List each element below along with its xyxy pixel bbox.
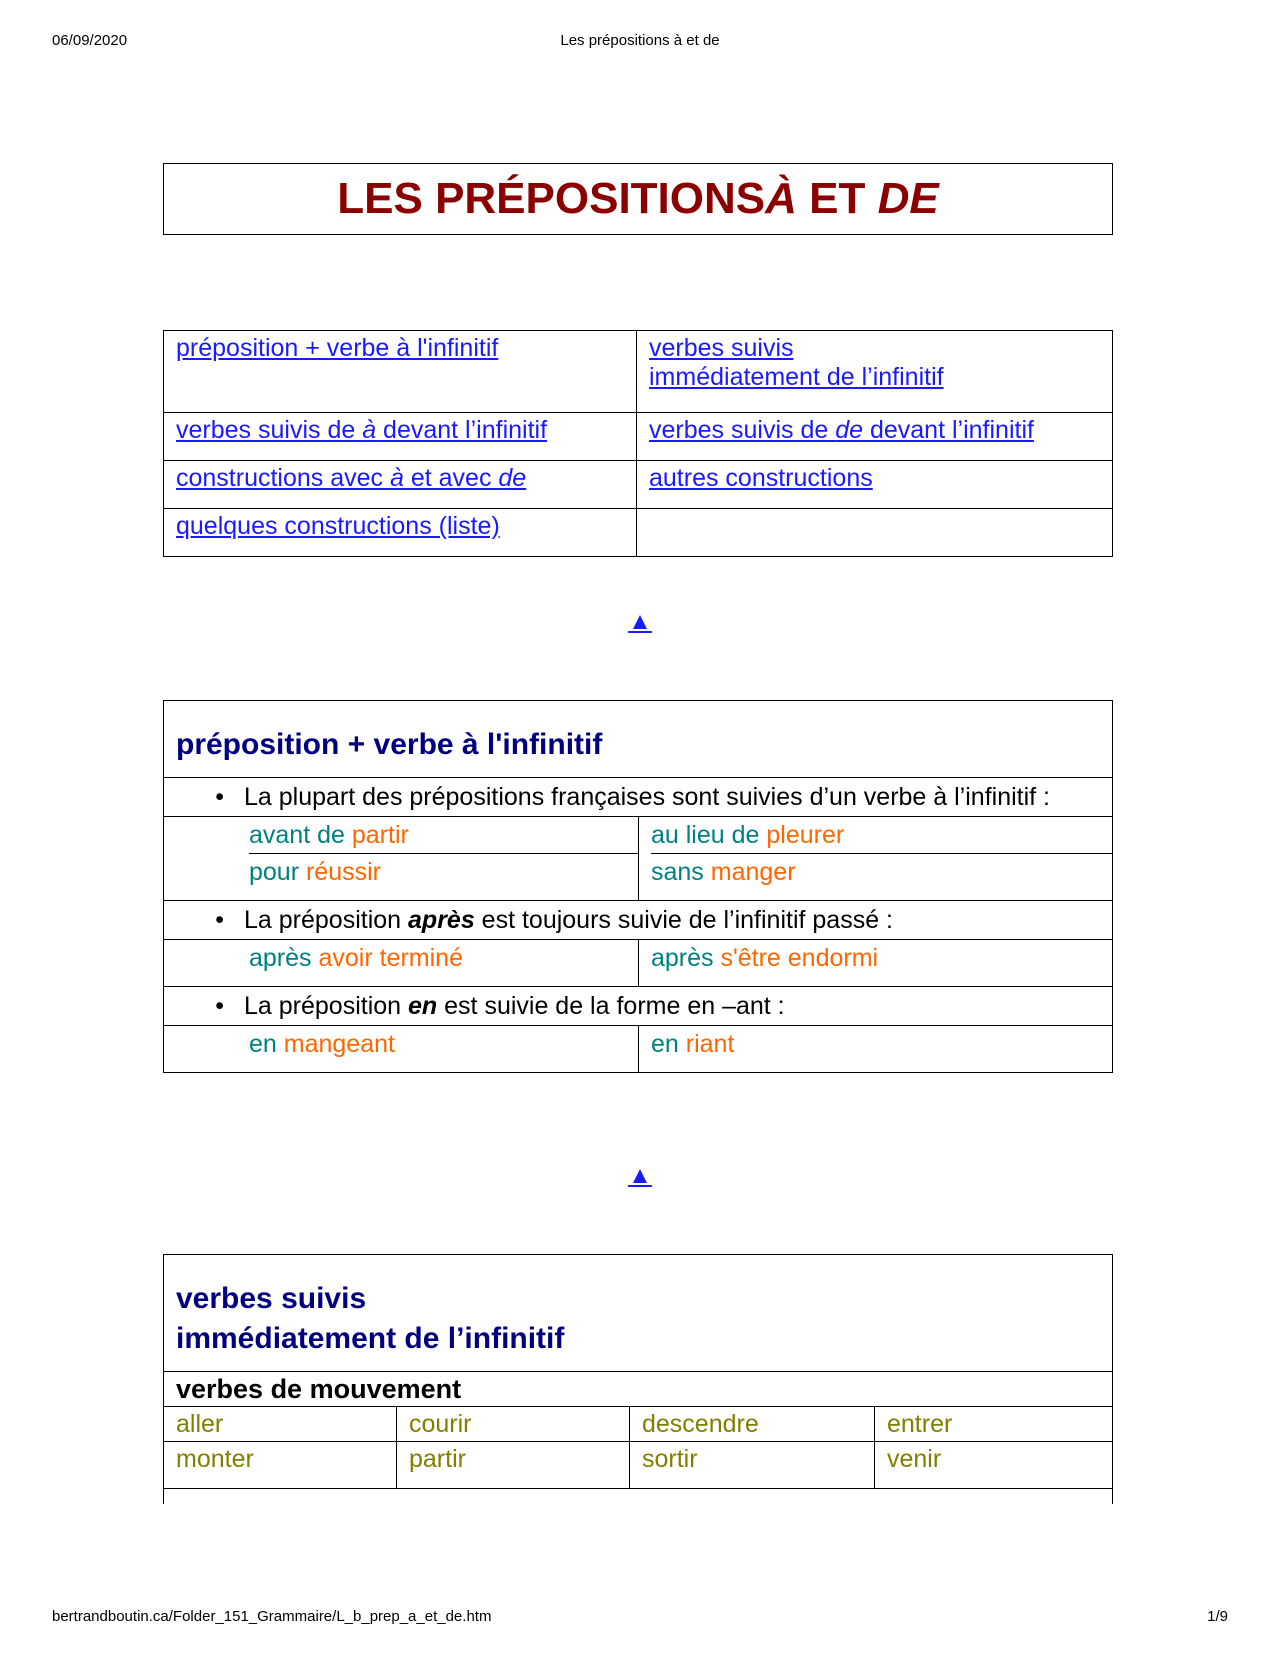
verb-cell: entrer [875,1407,1112,1442]
verb-cell: monter [164,1442,397,1489]
example-table: en mangeant en riant [164,1026,1112,1072]
back-to-top-arrow[interactable]: ▲ [628,1162,652,1189]
toc-link-quelques-constructions[interactable]: quelques constructions (liste) [176,512,500,540]
bullet-item: • La préposition en est suivie de la forme en –ant : [164,987,1112,1026]
print-page-number: 1/9 [1207,1608,1228,1625]
verb-grid [164,1407,1112,1489]
section-heading: verbes suivis immédiatement de l’infinitif [164,1255,1112,1372]
example-table: après avoir terminé après s'être endormi [164,940,1112,987]
section-verbes-immediatement [163,1254,1113,1504]
section-heading: préposition + verbe à l'infinitif [164,701,1112,778]
toc-link-verbes-a[interactable]: verbes suivis de à devant l’infinitif [176,416,548,444]
back-to-top-arrow[interactable]: ▲ [628,608,652,635]
page-title: LES PRÉPOSITIONS À ET DE [163,163,1113,235]
verb-cell: partir [397,1442,630,1489]
table-of-contents [163,330,1113,557]
bullet-item: • La plupart des prépositions françaises sont suivies d’un verbe à l’infinitif : [164,778,1112,817]
verb-cell: courir [397,1407,630,1442]
toc-link-verbes-immediatement[interactable]: verbes suivis immédiatement de l’infinitif [649,334,944,391]
verb-cell: sortir [630,1442,875,1489]
example-table: avant de partir pour réussir au lieu de pleurer sans manger [164,817,1112,901]
toc-link-preposition-infinitif[interactable]: préposition + verbe à l'infinitif [176,334,499,362]
print-url: bertrandboutin.ca/Folder_151_Grammaire/L_b_prep_a_et_de.htm [52,1608,492,1625]
verb-cell: aller [164,1407,397,1442]
bullet-item: • La préposition après est toujours suivie de l’infinitif passé : [164,901,1112,940]
verb-cell: venir [875,1442,1112,1489]
verb-cell: descendre [630,1407,875,1442]
subheading-verbes-mouvement: verbes de mouvement [164,1372,1112,1407]
toc-link-verbes-de[interactable]: verbes suivis de de devant l’infinitif [649,416,1034,444]
toc-link-autres-constructions[interactable]: autres constructions [649,464,873,492]
print-doc-title: Les prépositions à et de [560,32,720,49]
toc-link-constructions-a-de[interactable]: constructions avec à et avec de [176,464,527,492]
section-preposition-infinitif [163,700,1113,1073]
print-date: 06/09/2020 [52,32,128,49]
